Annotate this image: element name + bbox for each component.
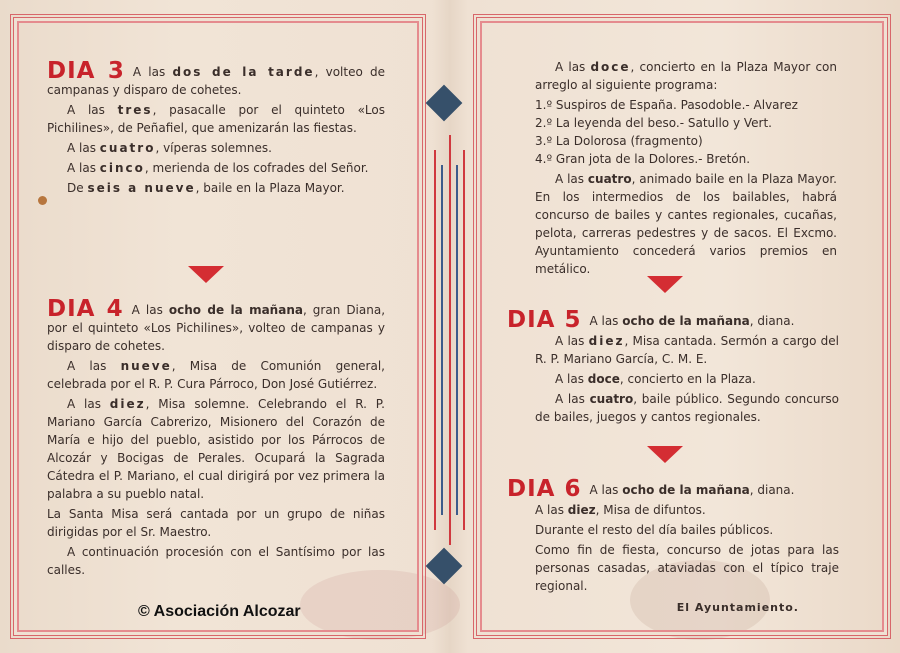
left-panel [10,14,426,639]
triangle-divider-icon [647,446,683,463]
program-item: 3.º La Dolorosa (fragmento) [535,134,703,148]
dia3-heading: DIA 3 [47,58,125,84]
ornament-line [434,150,436,530]
dia3-section: DIA 3 A las dos de la tarde, volteo de campanas y disparo de cohetes. A las tres, pasacalle por el quinteto «Los Pichilines», de Peñafiel, que amenizarán las fiestas. A las cuatro, víperas solemnes. A las cinco, merienda de los cofrades del Señor. De seis a nueve, baile en la Plaza Mayor. [47,58,386,195]
ornament-line [456,165,458,515]
program-item: 4.º Gran jota de la Dolores.- Bretón. [535,152,751,166]
dia6-section: DIA 6 A las ocho de la mañana, diana. A las diez, Misa de difuntos. Durante el resto del día bailes públicos. Como fin de fiesta, concurso de jotas para las personas casadas, ataviadas con el típico traje regional. El Ayuntamiento. [507,480,839,628]
copyright-watermark: © Asociación Alcozar [138,603,301,620]
dia6-heading: DIA 6 [507,476,582,502]
ornament-line [441,165,443,515]
dia4-section: DIA 4 A las ocho de la mañana, gran Diana, por el quinteto «Los Pichilines», volteo de campanas y disparo de cohetes. A las nueve, Misa de Comunión general, celebrada por el R. P. Cura Párroco, Don José Gutiérrez. A las diez, Misa solemne. Celebrando el R. P. Mariano García Cabrerizo, Misionero del Corazón de María e hijo del pueblo, asistido por los Párrocos de Alcozár y Bocigas de Perales. Ocupará la Sagrada Cátedra el P. Mariano, el cual dirigirá por vez primera la palabra a su pueblo natal. La Santa Misa será cantada por un grupo de niñas dirigidas por el Sr. Maestro. A continuación procesión con el Santísimo por las calles. [47,296,386,577]
concierto-section: A las doce, concierto en la Plaza Mayor con arreglo al siguiente programa: 1.º Suspiros de España. Pasodoble.- Alvarez 2.º La leyenda del beso.- Satullo y Vert. 3.º La Dolorosa (fragmento) 4.º Gran jota de la Dolores.- Bretón. A las cuatro, animado baile en la Plaza Mayor. En los intermedios de los bailables, habrá concurso de bailes y cantes regionales, cucañas, pelota, carreras pedestres y de sacos. El Excmo. Ayuntamiento concederá varios premios en metálico. [535,60,837,276]
ornament-line [463,150,465,530]
triangle-divider-icon [647,276,683,293]
diamond-ornament-icon [426,85,463,122]
program-item: 2.º La leyenda del beso.- Satullo y Vert. [535,116,772,130]
dia4-heading: DIA 4 [47,296,124,322]
program-item: 1.º Suspiros de España. Pasodoble.- Alvarez [535,98,798,112]
dia5-heading: DIA 5 [507,307,582,333]
dia5-section: DIA 5 A las ocho de la mañana, diana. A las diez, Misa cantada. Sermón a cargo del R. P. Mariano García, C. M. E. A las doce, concierto en la Plaza. A las cuatro, baile público. Segundo concurso de bailes, juegos y cantos regionales. [507,307,839,424]
ornament-line [449,135,451,545]
right-panel [473,14,891,639]
signature: El Ayuntamiento. [676,601,799,614]
triangle-divider-icon [188,266,224,283]
